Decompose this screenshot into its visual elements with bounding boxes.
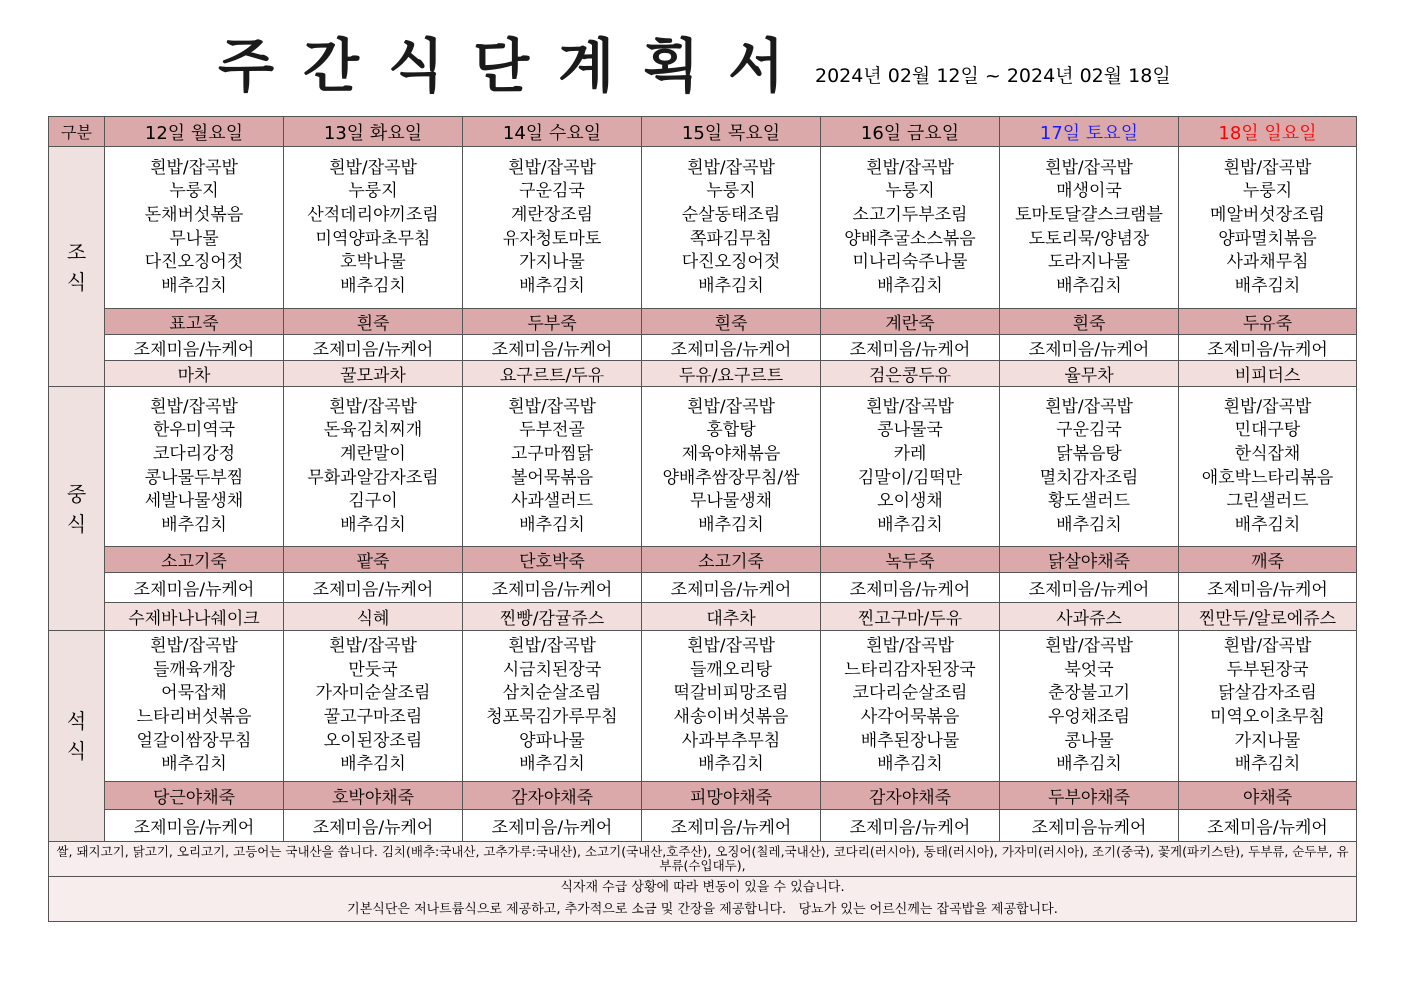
menu-item: 호박나물 [340,252,406,273]
lunch-menu-row [49,387,1357,547]
menu-item: 구운김국 [1056,420,1122,441]
breakfast-porridge-row [49,309,1357,335]
dinner-menu-cell [105,631,284,782]
menu-item: 김말이/김떡만 [857,467,963,488]
dinner-porridge-row [49,782,1357,810]
lunch-menu-cell [463,387,642,547]
menu-item: 배추김치 [340,514,406,535]
menu-item: 흰밥/잡곡밥 [1223,636,1312,657]
menu-item: 한식잡채 [1234,443,1301,464]
lunch-menu-cell [105,387,284,547]
menu-item: 카레 [893,443,927,464]
lunch-porridge-cell: 깨죽 [1179,547,1357,573]
menu-item: 김구이 [348,491,398,512]
menu-item: 소고기두부조림 [852,204,968,225]
lunch-porridge-row [49,547,1357,573]
menu-item: 새송이버섯볶음 [673,707,789,727]
menu-item: 양배추굴소스볶음 [844,228,976,249]
menu-item: 배추김치 [161,275,227,296]
origin-row [49,842,1357,877]
menu-item: 청포묵김가루무침 [486,707,618,727]
lunch-supplement-cell: 조제미음/뉴케어 [642,573,821,603]
menu-item: 배추된장나물 [860,730,960,751]
menu-item: 양파멸치볶음 [1218,228,1317,249]
menu-item: 들깨오리탕 [689,659,773,680]
menu-item: 만둣국 [348,659,398,680]
breakfast-menu-row [49,147,1357,309]
menu-item: 유자청토마토 [502,228,602,249]
breakfast-supplement-cell: 조제미음/뉴케어 [1000,335,1179,361]
breakfast-menu-cell [463,147,642,309]
header-label: 구분 [49,117,105,147]
breakfast-porridge-cell: 흰죽 [1000,309,1179,335]
dinner-menu-cell [463,631,642,782]
menu-item: 사과부추무침 [681,730,781,751]
breakfast-supplement-cell: 조제미음/뉴케어 [1179,335,1357,361]
breakfast-supplement-cell: 조제미음/뉴케어 [463,335,642,361]
menu-item: 오이된장조림 [323,730,423,751]
menu-item: 한우미역국 [152,420,236,441]
lunch-snack-cell: 찐만두/알로에쥬스 [1179,603,1357,631]
menu-item: 누룽지 [1242,181,1293,202]
lunch-snack-cell: 수제바나나쉐이크 [105,603,284,631]
lunch-menu-cell [1000,387,1179,547]
breakfast-porridge-cell: 흰죽 [642,309,821,335]
breakfast-supplement-cell: 조제미음/뉴케어 [642,335,821,361]
menu-item: 도토리묵/양념장 [1028,228,1150,249]
menu-item: 누룽지 [348,181,398,202]
menu-item: 돈육김치찌개 [323,420,423,441]
dinner-menu-row [49,631,1357,782]
menu-item: 흰밥/잡곡밥 [866,157,954,178]
menu-item: 누룽지 [706,181,756,202]
breakfast-porridge-cell: 두부죽 [463,309,642,335]
menu-item: 배추김치 [698,754,764,775]
breakfast-porridge-cell: 표고죽 [105,309,284,335]
dinner-porridge-cell: 야채죽 [1179,782,1357,810]
breakfast-menu-cell [105,147,284,309]
menu-item: 무나물생채 [689,491,773,512]
menu-item: 어묵잡채 [161,683,227,704]
menu-item: 춘장불고기 [1047,683,1131,704]
menu-item: 가자미순살조림 [315,683,431,704]
menu-item: 닭살감자조림 [1218,683,1317,704]
lunch-supplement-cell: 조제미음/뉴케어 [1179,573,1357,603]
menu-item: 북엇국 [1064,659,1114,680]
menu-item: 다진오징어젓 [681,252,781,273]
day-header-sat: 17일 토요일 [1000,117,1179,147]
notice-row [49,877,1357,922]
menu-item: 사과샐러드 [510,491,594,512]
menu-item: 제육야채볶음 [681,443,781,464]
menu-item: 돈채버섯볶음 [144,204,244,225]
menu-item: 쪽파김무침 [689,228,773,249]
menu-item: 흰밥/잡곡밥 [687,396,775,417]
dinner-supplement-cell: 조제미음/뉴케어 [105,810,284,842]
menu-item: 콩나물두부찜 [144,467,244,488]
dinner-porridge-cell: 피망야채죽 [642,782,821,810]
menu-item: 흰밥/잡곡밥 [329,636,417,657]
day-header-sun: 18일 일요일 [1179,117,1357,147]
menu-item: 홍합탕 [706,420,756,441]
menu-item: 그린샐러드 [1226,491,1309,512]
breakfast-menu-cell [642,147,821,309]
lunch-porridge-cell: 소고기죽 [105,547,284,573]
lunch-snack-cell: 식혜 [284,603,463,631]
breakfast-snack-cell: 요구르트/두유 [463,361,642,387]
menu-item: 느타리감자된장국 [844,659,976,680]
dinner-supplement-cell: 조제미음/뉴케어 [1179,810,1357,842]
menu-item: 미역오이초무침 [1210,707,1325,727]
menu-item: 양파나물 [519,730,585,751]
dinner-menu-cell [642,631,821,782]
dinner-label: 석 식 [49,631,105,842]
breakfast-snack-cell: 율무차 [1000,361,1179,387]
breakfast-porridge-cell: 두유죽 [1179,309,1357,335]
lunch-supplement-cell: 조제미음/뉴케어 [821,573,1000,603]
menu-item: 얼갈이쌈장무침 [136,730,252,751]
breakfast-snack-row [49,361,1357,387]
menu-item: 배추김치 [340,275,406,296]
breakfast-menu-cell [284,147,463,309]
dinner-porridge-cell: 감자야채죽 [463,782,642,810]
breakfast-snack-cell: 마차 [105,361,284,387]
menu-item: 볼어묵볶음 [510,467,594,488]
menu-item: 누룽지 [885,181,935,202]
menu-item: 코다리순살조림 [852,683,968,704]
lunch-snack-cell: 대추차 [642,603,821,631]
dinner-menu-cell [1000,631,1179,782]
menu-item: 애호박느타리볶음 [1201,467,1334,488]
supply-notice: 식자재 수급 상황에 따라 변동이 있을 수 있습니다. [560,880,845,895]
lunch-supplement-cell: 조제미음/뉴케어 [284,573,463,603]
menu-item: 흰밥/잡곡밥 [1045,636,1133,657]
menu-item: 흰밥/잡곡밥 [150,157,238,178]
menu-item: 배추김치 [877,514,943,535]
menu-item: 들깨육개장 [152,659,236,680]
menu-item: 미나리숙주나물 [852,252,968,273]
menu-item: 흰밥/잡곡밥 [329,157,417,178]
breakfast-supplement-cell: 조제미음/뉴케어 [105,335,284,361]
menu-item: 다진오징어젓 [144,252,244,273]
menu-item: 흰밥/잡곡밥 [150,396,238,417]
menu-item: 멸치감자조림 [1039,467,1139,488]
breakfast-menu-cell [1179,147,1357,309]
menu-item: 배추김치 [698,514,764,535]
menu-item: 콩나물 [1064,730,1114,751]
breakfast-supplement-cell: 조제미음/뉴케어 [821,335,1000,361]
menu-item: 삼치순살조림 [502,683,602,704]
breakfast-porridge-cell: 흰죽 [284,309,463,335]
dinner-porridge-cell: 당근야채죽 [105,782,284,810]
menu-item: 토마토달걀스크램블 [1015,204,1163,225]
menu-item: 도라지나물 [1047,252,1131,273]
menu-item: 배추김치 [161,514,227,535]
menu-item: 매생이국 [1056,181,1122,202]
lunch-label: 중 식 [49,387,105,631]
dinner-menu-cell [284,631,463,782]
lunch-supplement-row [49,573,1357,603]
menu-item: 흰밥/잡곡밥 [687,157,775,178]
menu-item: 배추김치 [877,275,943,296]
menu-item: 배추김치 [340,754,406,775]
origin-notice: 쌀, 돼지고기, 닭고기, 오리고기, 고등어는 국내산을 씁니다. 김치(배추:국내산, 고추가루:국내산), 소고기(국내산,호주산), 오징어(칠레,국내산), 코다리(러시아), 동태(러시아), 가자미(러시아), 조기(중국), 꽃게(파키스탄), 두부류, 순두부, 유부류(수입대두), [49,842,1357,877]
diet-notice: 기본식단은 저나트륨식으로 제공하고, 추가적으로 소금 및 간장을 제공합니다. 당뇨가 있는 어르신께는 잡곡밥을 제공합니다. [347,902,1058,917]
dinner-supplement-cell: 조제미음/뉴케어 [284,810,463,842]
lunch-menu-cell [642,387,821,547]
menu-item: 배추김치 [519,754,585,775]
dinner-menu-cell [1179,631,1357,782]
menu-item: 사과채무침 [1226,252,1309,273]
menu-item: 배추김치 [161,754,227,775]
dinner-supplement-row [49,810,1357,842]
menu-item: 흰밥/잡곡밥 [1223,157,1312,178]
breakfast-snack-cell: 검은콩두유 [821,361,1000,387]
menu-item: 양배추쌈장무침/쌈 [662,467,800,488]
breakfast-menu-cell [821,147,1000,309]
dinner-supplement-cell: 조제미음/뉴케어 [821,810,1000,842]
menu-item: 두부전골 [519,420,585,441]
menu-item: 세발나물생채 [144,491,244,512]
breakfast-porridge-cell: 계란죽 [821,309,1000,335]
menu-item: 무화과알감자조림 [307,467,439,488]
day-header-wed: 14일 수요일 [463,117,642,147]
menu-item: 순살동태조림 [681,204,781,225]
menu-item: 배추김치 [519,514,585,535]
lunch-porridge-cell: 팥죽 [284,547,463,573]
dinner-supplement-cell: 조제미음뉴케어 [1000,810,1179,842]
notice-cell [49,877,1357,922]
menu-item: 콩나물국 [877,420,943,441]
menu-period: 2024년 02월 12일 ~ 2024년 02월 18일 [815,65,1171,87]
lunch-menu-cell [284,387,463,547]
menu-item: 배추김치 [1056,754,1122,775]
dinner-porridge-cell: 감자야채죽 [821,782,1000,810]
breakfast-label: 조 식 [49,147,105,387]
menu-item: 흰밥/잡곡밥 [866,636,954,657]
day-header-fri: 16일 금요일 [821,117,1000,147]
breakfast-menu-cell [1000,147,1179,309]
menu-item: 오이생채 [877,491,943,512]
menu-item: 꿀고구마조림 [323,707,423,727]
menu-item: 황도샐러드 [1047,491,1131,512]
menu-item: 코다리강정 [152,443,236,464]
menu-item: 우엉채조림 [1047,707,1131,727]
menu-item: 떡갈비피망조림 [673,683,789,704]
breakfast-supplement-cell: 조제미음/뉴케어 [284,335,463,361]
menu-item: 계란말이 [340,443,406,464]
breakfast-snack-cell: 두유/요구르트 [642,361,821,387]
menu-item: 두부된장국 [1226,659,1309,680]
menu-item: 배추김치 [698,275,764,296]
menu-item: 배추김치 [1234,514,1301,535]
menu-item: 가지나물 [1234,730,1301,751]
breakfast-snack-cell: 비피더스 [1179,361,1357,387]
menu-item: 흰밥/잡곡밥 [1045,157,1133,178]
menu-item: 배추김치 [519,275,585,296]
menu-item: 배추김치 [1056,275,1122,296]
day-header-thu: 15일 목요일 [642,117,821,147]
day-header-mon: 12일 월요일 [105,117,284,147]
menu-item: 흰밥/잡곡밥 [508,396,596,417]
dinner-supplement-cell: 조제미음/뉴케어 [463,810,642,842]
weekly-menu-table [48,116,1357,922]
dinner-supplement-cell: 조제미음/뉴케어 [642,810,821,842]
menu-item: 계란장조림 [510,204,594,225]
menu-item: 사각어묵볶음 [860,707,960,727]
lunch-snack-cell: 찐빵/감귤쥬스 [463,603,642,631]
menu-item: 흰밥/잡곡밥 [866,396,954,417]
menu-item: 고구마찜닭 [510,443,594,464]
breakfast-supplement-row [49,335,1357,361]
menu-item: 느타리버섯볶음 [136,707,252,727]
menu-item: 민대구탕 [1234,420,1301,441]
lunch-supplement-cell: 조제미음/뉴케어 [463,573,642,603]
lunch-porridge-cell: 닭살야채죽 [1000,547,1179,573]
page-title: 주간식단계획서 [218,32,814,100]
menu-item: 흰밥/잡곡밥 [329,396,417,417]
menu-item: 누룽지 [169,181,219,202]
dinner-menu-cell [821,631,1000,782]
menu-item: 닭볶음탕 [1056,443,1122,464]
breakfast-snack-cell: 꿀모과차 [284,361,463,387]
menu-item: 배추김치 [1056,514,1122,535]
menu-item: 흰밥/잡곡밥 [508,636,596,657]
menu-item: 구운김국 [519,181,585,202]
dinner-porridge-cell: 호박야채죽 [284,782,463,810]
day-header-tue: 13일 화요일 [284,117,463,147]
lunch-menu-cell [1179,387,1357,547]
menu-item: 흰밥/잡곡밥 [1045,396,1133,417]
lunch-porridge-cell: 녹두죽 [821,547,1000,573]
dinner-porridge-cell: 두부야채죽 [1000,782,1179,810]
menu-item: 시금치된장국 [502,659,602,680]
lunch-snack-row [49,603,1357,631]
menu-item: 미역양파초무침 [315,228,431,249]
lunch-porridge-cell: 소고기죽 [642,547,821,573]
lunch-menu-cell [821,387,1000,547]
menu-item: 가지나물 [519,252,585,273]
header-row [49,117,1357,147]
menu-item: 무나물 [169,228,219,249]
menu-item: 흰밥/잡곡밥 [1223,396,1312,417]
menu-item: 배추김치 [877,754,943,775]
menu-item: 흰밥/잡곡밥 [508,157,596,178]
menu-item: 흰밥/잡곡밥 [687,636,775,657]
lunch-porridge-cell: 단호박죽 [463,547,642,573]
menu-item: 배추김치 [1234,275,1301,296]
lunch-supplement-cell: 조제미음/뉴케어 [105,573,284,603]
lunch-snack-cell: 찐고구마/두유 [821,603,1000,631]
menu-item: 산적데리야끼조림 [307,204,439,225]
lunch-snack-cell: 사과쥬스 [1000,603,1179,631]
menu-item: 배추김치 [1234,754,1301,775]
menu-item: 메알버섯장조림 [1210,204,1325,225]
lunch-supplement-cell: 조제미음/뉴케어 [1000,573,1179,603]
menu-item: 흰밥/잡곡밥 [150,636,238,657]
